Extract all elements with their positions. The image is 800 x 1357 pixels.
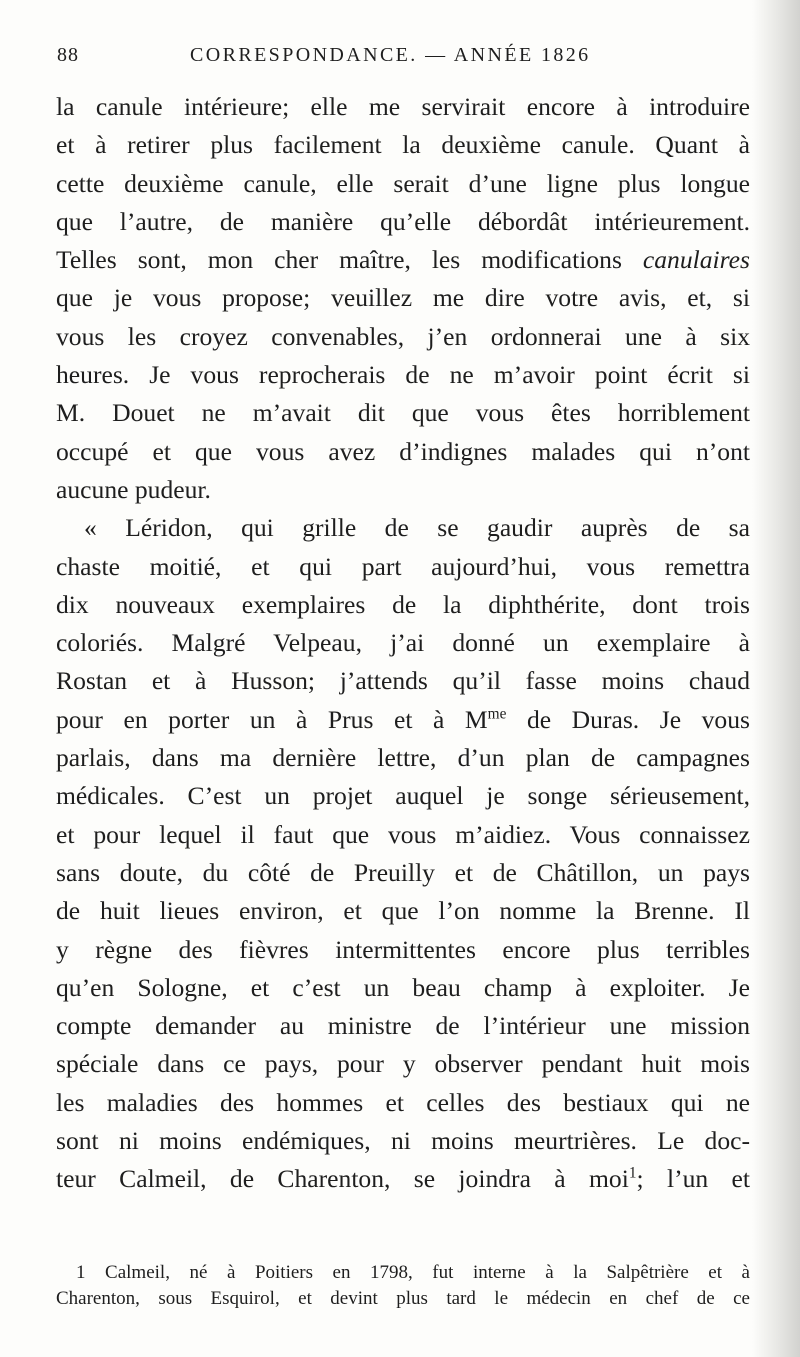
text-line: et pour lequel il faut que vous m’aidiez. Vous connaissez bbox=[56, 819, 750, 849]
text-line: la canule intérieure; elle me servirait encore à introduire bbox=[56, 92, 750, 121]
text-line: occupé et que vous avez d’indignes malades qui n’ont bbox=[56, 436, 750, 466]
superscript-me: me bbox=[487, 705, 507, 723]
page-header bbox=[57, 44, 750, 74]
text-line: vous les croyez convenables, j’en ordonnerai une à six bbox=[56, 321, 750, 351]
text-line: y règne des fièvres intermittentes encore plus terribles bbox=[56, 934, 750, 964]
running-head: CORRESPONDANCE. — ANNÉE 1826 bbox=[190, 44, 591, 66]
page-number: 88 bbox=[57, 44, 79, 66]
italic-word: canulaires bbox=[642, 245, 750, 275]
text-line: les maladies des hommes et celles des bestiaux qui ne bbox=[56, 1087, 750, 1117]
footnote-reference: 1 bbox=[628, 1164, 637, 1182]
text-line-with-superscript: pour en porter un à Prus et à $M^{me}$ de Duras. Je vous bbox=[56, 704, 750, 734]
text-line: M. Douet ne m’avait dit que vous êtes horriblement bbox=[56, 398, 750, 428]
text-line: qu’en Sologne, et c’est un beau champ à exploiter. Je bbox=[56, 972, 750, 1002]
text-line: et à retirer plus facilement la deuxième canule. Quant à bbox=[56, 130, 750, 160]
text-line-with-footnote-ref: teur Calmeil, de Charenton, se joindra à moi$^1$; l’un et bbox=[56, 1164, 751, 1194]
text-line-with-italic: Telles sont, mon cher maître, les modifications canulaires bbox=[56, 245, 750, 275]
text-line: que l’autre, de manière qu’elle débordât intérieurement. bbox=[56, 206, 750, 236]
text-line: cette deuxième canule, elle serait d’une ligne plus longue bbox=[56, 168, 750, 198]
footnote-line: Charenton, sous Esquirol, et devint plus tard le médecin en chef de ce bbox=[56, 1288, 750, 1309]
text-line: compte demander au ministre de l’intérieur une mission bbox=[56, 1011, 750, 1041]
text-line: sans doute, du côté de Preuilly et de Châtillon, un pays bbox=[56, 857, 750, 887]
text-line: aucune pudeur. bbox=[56, 474, 211, 504]
footnotes bbox=[56, 1260, 750, 1312]
text-line: sont ni moins endémiques, ni moins meurtrières. Le doc- bbox=[56, 1126, 750, 1156]
footnote-line: 1 Calmeil, né à Poitiers en 1798, fut interne à la Salpêtrière et à bbox=[76, 1262, 750, 1283]
text-line: Rostan et à Husson; j’attends qu’il fasse moins chaud bbox=[56, 666, 750, 696]
text-line: spéciale dans ce pays, pour y observer pendant huit mois bbox=[56, 1049, 750, 1079]
text-line: dix nouveaux exemplaires de la diphthérite, dont trois bbox=[56, 589, 750, 619]
text-line: coloriés. Malgré Velpeau, j’ai donné un exemplaire à bbox=[56, 628, 750, 658]
text-line: chaste moitié, et qui part aujourd’hui, vous remettra bbox=[56, 551, 750, 581]
text-line: heures. Je vous reprocherais de ne m’avoir point écrit si bbox=[56, 360, 750, 390]
text-line: de huit lieues environ, et que l’on nomme la Brenne. Il bbox=[56, 896, 750, 926]
text-line: médicales. C’est un projet auquel je songe sérieusement, bbox=[56, 781, 750, 811]
body-text bbox=[56, 88, 750, 1199]
text-line: parlais, dans ma dernière lettre, d’un plan de campagnes bbox=[56, 743, 750, 773]
text-line: que je vous propose; veuillez me dire votre avis, et, si bbox=[56, 283, 750, 313]
text-line: « Léridon, qui grille de se gaudir auprès de sa bbox=[84, 513, 750, 543]
